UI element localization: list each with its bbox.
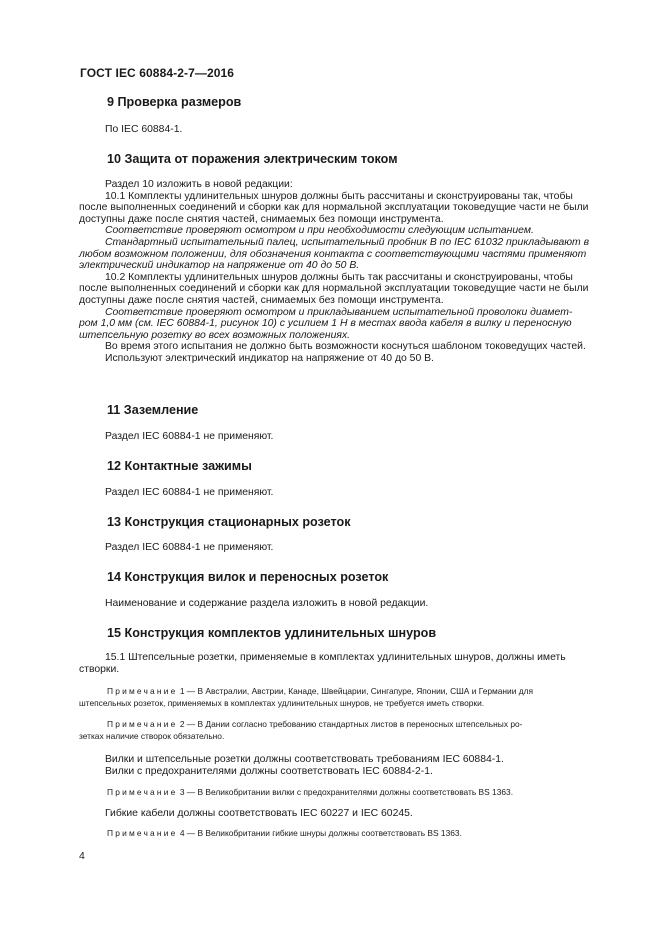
section-12-heading: 12 Контактные зажимы: [107, 459, 252, 473]
clause-10-2-line-3: доступны даже после снятия частей, снимаемых без помощи инструмента.: [79, 294, 444, 306]
section-10-body: [79, 179, 614, 365]
note-1-line-2: штепсельных розеток, применяемых в комплектах удлинительных шнуров, не требуется иметь створки.: [79, 698, 485, 708]
section-13-heading: 13 Конструкция стационарных розеток: [107, 515, 351, 529]
section-15-heading: 15 Конструкция комплектов удлинительных шнуров: [107, 626, 437, 640]
clause-10-2-extra-1: Во время этого испытания не должно быть возможности коснуться шаблоном токоведущих частей.: [105, 341, 586, 353]
compliance-10-2-line-3: штепсельную розетку во всех возможных положениях.: [79, 329, 351, 341]
section-14-heading: 14 Конструкция вилок и переносных розеток: [107, 570, 389, 584]
test-10-1-line-3: электрический индикатор на напряжение от 40 до 50 В.: [79, 260, 360, 272]
note-2-line-2: зетках наличие створок обязательно.: [79, 731, 225, 741]
note-3-label: Примечание: [107, 787, 178, 797]
note-2: [79, 718, 614, 742]
section-12-text: Раздел IEC 60884-1 не применяют.: [105, 487, 274, 498]
test-10-1-line-2: любом возможном положении, для обозначения контакта с соответствующими частями применяют: [79, 248, 587, 260]
clause-10-1-line-2: после выполненных соединений и сборки как для нормальной эксплуатации токоведущие части не были: [79, 202, 589, 214]
clause-10-1-line-3: доступны даже после снятия частей, снимаемых без помощи инструмента.: [79, 213, 444, 225]
section-14-text: Наименование и содержание раздела изложить в новой редакции.: [105, 598, 429, 609]
compliance-10-1: Соответствие проверяют осмотром и при необходимости следующим испытанием.: [105, 225, 534, 237]
note-4-text: 4 — В Великобритании гибкие шнуры должны соответствовать BS 1363.: [179, 828, 462, 838]
note-3-text: 3 — В Великобритании вилки с предохранителями должны соответствовать BS 1363.: [179, 787, 514, 797]
note-2-label: Примечание: [107, 719, 178, 729]
section-10-heading: 10 Защита от поражения электрическим током: [107, 152, 398, 166]
clause-10-2-line-1: 10.2 Комплекты удлинительных шнуров должны быть так рассчитаны и сконструированы, чтобы: [105, 271, 573, 283]
clause-15-1-line-2: створки.: [79, 663, 120, 675]
requirement-flexible-cables: Гибкие кабели должны соответствовать IEC 60227 и IEC 60245.: [105, 808, 413, 819]
clause-10-2-extra-2: Используют электрический индикатор на напряжение от 40 до 50 В.: [105, 352, 434, 364]
clause-10-1-line-1: 10.1 Комплекты удлинительных шнуров должны быть рассчитаны и сконструированы так, чтобы: [105, 190, 573, 202]
note-1: [79, 685, 614, 709]
section-10-intro: Раздел 10 изложить в новой редакции:: [105, 179, 293, 190]
note-1-line-1: 1 — В Австралии, Австрии, Канаде, Швейцарии, Сингапуре, Японии, США и Германии для: [179, 686, 534, 696]
clause-15-1: [79, 652, 614, 675]
clause-15-requirements: [79, 754, 614, 777]
requirement-plugs-sockets: Вилки и штепсельные розетки должны соответствовать требованиям IEC 60884-1.: [105, 754, 504, 765]
note-2-line-1: 2 — В Дании согласно требованию стандартных листов в переносных штепсельных ро-: [179, 719, 523, 729]
section-13-text: Раздел IEC 60884-1 не применяют.: [105, 542, 274, 553]
section-11-text: Раздел IEC 60884-1 не применяют.: [105, 431, 274, 442]
requirement-fused-plugs: Вилки с предохранителями должны соответствовать IEC 60884-2-1.: [105, 765, 433, 777]
clause-10-2-line-2: после выполненных соединений и сборки как для нормальной эксплуатации токоведущие части не были: [79, 283, 589, 295]
clause-15-1-line-1: 15.1 Штепсельные розетки, применяемые в комплектах удлинительных шнуров, должны иметь: [105, 652, 566, 663]
note-3: [79, 786, 614, 798]
section-9-heading: 9 Проверка размеров: [107, 95, 242, 109]
test-10-1-line-1: Стандартный испытательный палец, испытательный пробник В по IEC 61032 прикладывают в: [105, 236, 590, 248]
note-1-label: Примечание: [107, 686, 178, 696]
note-4-label: Примечание: [107, 828, 178, 838]
section-9-text: По IEC 60884-1.: [105, 124, 183, 135]
note-4: [79, 827, 614, 839]
section-11-heading: 11 Заземление: [107, 403, 199, 417]
page-number: 4: [79, 851, 85, 862]
compliance-10-2-line-1: Соответствие проверяют осмотром и прикладыванием испытательной проволоки диамет-: [105, 306, 573, 318]
compliance-10-2-line-2: ром 1,0 мм (см. IEC 60884-1, рисунок 10) с усилием 1 Н в местах ввода кабеля в вилку и переносную: [79, 318, 572, 330]
document-header: ГОСТ IEC 60884-2-7—2016: [80, 66, 235, 80]
